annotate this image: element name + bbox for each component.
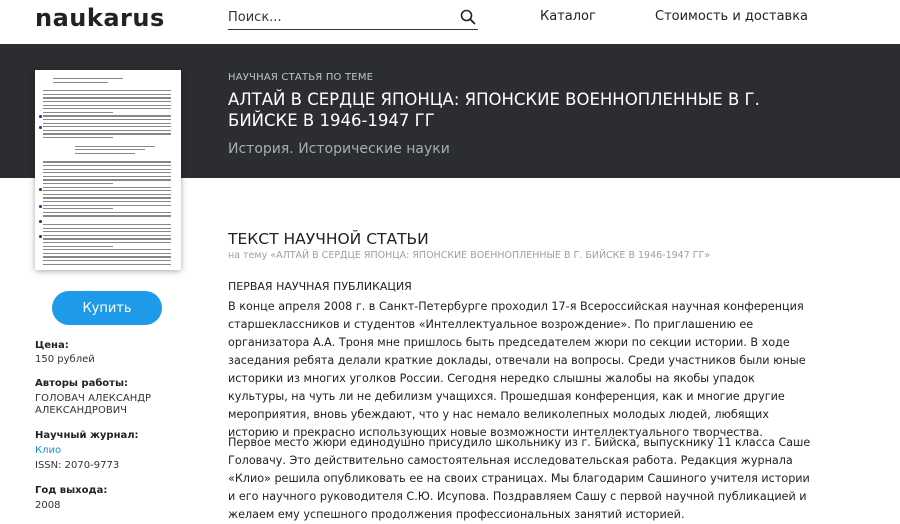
- year-value: 2008: [35, 500, 61, 511]
- article-paragraph: В конце апреля 2008 г. в Санкт-Петербурге проходил 17-я Всероссийская научная конференция старшеклассников и студентов «Интеллектуальное возрождение». По приглашению ее организатора А.А. Троня мне пришлось быть председателем жюри по секции истории. В ходе заседания ребята делали краткие доклады, отвечали на вопросы. Среди участников были юные историки из многих уголков России. Сегодня нередко слышны жалобы на якобы упадок культуры, на чуть ли не дебилизм учащихся. Прошедшая конференция, как и многие другие мероприятия, вновь убеждают, что у нас немало великолепных молодых людей, любящих историю и прекрасно использующих новые возможности интеллектуального творчества.: [228, 300, 806, 439]
- subject-category[interactable]: История. Исторические науки: [228, 141, 450, 157]
- page-title: АЛТАЙ В СЕРДЦЕ ЯПОНЦА: ЯПОНСКИЕ ВОЕННОПЛЕННЫЕ В Г. БИЙСКЕ В 1946-1947 ГГ: [228, 90, 760, 130]
- nav-catalog-link[interactable]: Каталог: [540, 9, 596, 24]
- cover-bullet-dot: [39, 235, 42, 238]
- cover-text-line: [43, 187, 171, 188]
- cover-text-line: [43, 197, 171, 198]
- cover-text-line: [43, 97, 171, 98]
- cover-text-line: [43, 119, 171, 120]
- cover-text-line: [43, 194, 171, 195]
- cover-text-line: [43, 260, 171, 261]
- price-value: 150 рублей: [35, 354, 95, 365]
- cover-text-line: [75, 153, 135, 154]
- journal-link[interactable]: Клио: [35, 445, 62, 456]
- cover-text-line: [43, 133, 171, 134]
- cover-text-line: [43, 165, 171, 166]
- author-name-line1[interactable]: ГОЛОВАЧ АЛЕКСАНДР: [35, 393, 152, 404]
- topic-title: «АЛТАЙ В СЕРДЦЕ ЯПОНЦА: ЯПОНСКИЕ ВОЕННОПЛЕННЫЕ В Г. БИЙСКЕ В 1946-1947 ГГ»: [270, 250, 711, 261]
- article-cover-thumbnail[interactable]: [35, 70, 181, 270]
- topic-prefix: на тему: [228, 250, 268, 261]
- cover-bullet-dot: [39, 205, 42, 208]
- cover-text-line: [43, 190, 171, 191]
- article-paragraph: Первое место жюри единодушно присудило школьнику из г. Бийска, выпускнику 11 класса Саше Головачу. Это действительно самостоятельная исследовательская работа. Редакция журнала «Клио» решила опубликовать ее на своих страницах. Мы благодарим Сашиного учителя истории и его научного руководителя С.Ю. Исупова. Поздравляем Сашу с первой научной публикацией и желаем ему успешного продолжения профессиональных занятий историей.: [228, 436, 811, 521]
- cover-text-line: [43, 208, 113, 209]
- cover-text-line: [43, 115, 171, 116]
- cover-text-line: [43, 215, 171, 216]
- cover-text-line: [43, 112, 113, 113]
- cover-text-line: [43, 183, 113, 184]
- top-bar: [0, 0, 900, 44]
- cover-text-line: [43, 238, 171, 239]
- cover-text-line: [43, 242, 171, 243]
- year-label: Год выхода:: [35, 485, 108, 496]
- search-icon[interactable]: [460, 9, 476, 25]
- cover-text-line: [43, 249, 171, 250]
- price-label: Цена:: [35, 340, 69, 351]
- cover-text-line: [43, 130, 171, 131]
- cover-text-line: [53, 82, 108, 83]
- cover-text-line: [43, 161, 171, 162]
- cover-text-line: [43, 231, 171, 232]
- cover-bullet-dot: [39, 115, 42, 118]
- cover-text-line: [75, 149, 145, 150]
- journal-label: Научный журнал:: [35, 430, 139, 441]
- cover-text-line: [43, 179, 171, 180]
- cover-text-line: [43, 212, 171, 213]
- cover-bullet-dot: [39, 220, 42, 223]
- authors-label: Авторы работы:: [35, 378, 129, 389]
- cover-text-line: [43, 105, 171, 106]
- cover-text-line: [43, 228, 171, 229]
- article-heading: ПЕРВАЯ НАУЧНАЯ ПУБЛИКАЦИЯ: [228, 280, 412, 293]
- cover-text-line: [43, 101, 171, 102]
- author-name-line2[interactable]: АЛЕКСАНДРОВИЧ: [35, 405, 128, 416]
- article-topic-line: [228, 250, 848, 261]
- site-logo[interactable]: naukarus: [35, 4, 165, 32]
- nav-delivery-link[interactable]: Стоимость и доставка: [655, 9, 809, 24]
- cover-text-line: [43, 205, 171, 206]
- cover-text-line: [43, 172, 171, 173]
- cover-text-line: [75, 146, 155, 147]
- cover-bullet-dot: [39, 188, 42, 191]
- buy-button[interactable]: Купить: [52, 291, 162, 325]
- article-section-title: ТЕКСТ НАУЧНОЙ СТАТЬИ: [228, 230, 429, 248]
- hero-kicker: НАУЧНАЯ СТАТЬЯ ПО ТЕМЕ: [228, 72, 374, 83]
- cover-text-line: [43, 90, 171, 91]
- cover-text-line: [43, 201, 171, 202]
- search-box: [228, 6, 478, 30]
- cover-text-line: [43, 94, 171, 95]
- cover-text-line: [43, 176, 171, 177]
- search-input[interactable]: [228, 6, 448, 28]
- cover-text-line: [43, 256, 171, 257]
- cover-text-line: [53, 78, 123, 79]
- cover-text-line: [43, 126, 171, 127]
- cover-text-line: [43, 123, 171, 124]
- cover-text-line: [43, 224, 171, 225]
- cover-text-line: [43, 108, 171, 109]
- issn-value: ISSN: 2070-9773: [35, 460, 120, 471]
- cover-text-line: [43, 137, 113, 138]
- cover-bullet-dot: [39, 126, 42, 129]
- cover-text-line: [43, 235, 171, 236]
- cover-text-line: [43, 253, 171, 254]
- cover-text-line: [43, 169, 171, 170]
- cover-text-line: [43, 264, 171, 265]
- cover-text-line: [43, 246, 113, 247]
